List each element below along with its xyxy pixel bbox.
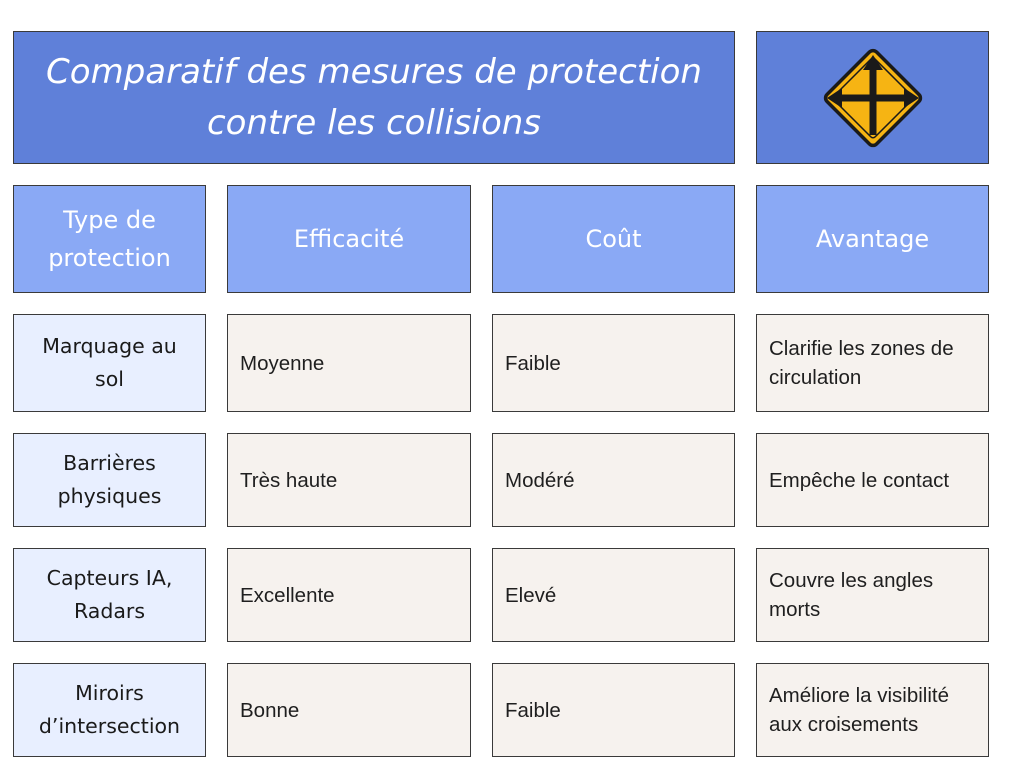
page-title-line2: contre les collisions — [206, 102, 542, 143]
efficacite-value: Moyenne — [240, 351, 325, 375]
row-header-line2: d’intersection — [38, 714, 181, 738]
cout-value: Faible — [505, 351, 561, 375]
header-efficacite-label: Efficacité — [293, 225, 405, 253]
header-type-line2: protection — [48, 244, 171, 272]
row-header — [13, 314, 206, 412]
efficacite-cell — [227, 433, 471, 527]
efficacite-value: Bonne — [240, 698, 300, 722]
cout-value: Modéré — [505, 468, 575, 492]
row-header — [13, 663, 206, 757]
efficacite-cell — [227, 548, 471, 642]
row-header-line1: Marquage au — [42, 334, 177, 358]
header-cout-label: Coût — [585, 225, 642, 253]
row-header-line1: Miroirs — [75, 681, 144, 705]
avantage-cell — [756, 433, 989, 527]
header-type-de-protection — [13, 185, 206, 293]
header-efficacite — [227, 185, 471, 293]
cout-cell — [492, 314, 735, 412]
header-type-line1: Type de — [63, 206, 156, 234]
avantage-cell — [756, 314, 989, 412]
cout-cell — [492, 663, 735, 757]
avantage-cell — [756, 663, 989, 757]
row-header-line1: Barrières — [63, 451, 156, 475]
cout-cell — [492, 548, 735, 642]
avantage-line2: morts — [769, 598, 821, 621]
row-header-line2: sol — [95, 367, 124, 391]
row-header-line2: physiques — [57, 484, 162, 508]
header-cout — [492, 185, 735, 293]
avantage-line1: Améliore la visibilité — [769, 684, 950, 707]
page-title-line1: Comparatif des mesures de protection — [46, 51, 702, 92]
cout-cell — [492, 433, 735, 527]
row-header-line1: Capteurs IA, — [46, 566, 173, 590]
header-avantage — [756, 185, 989, 293]
page-title — [13, 31, 735, 164]
avantage-line2: circulation — [769, 366, 862, 389]
efficacite-cell — [227, 314, 471, 412]
row-header — [13, 433, 206, 527]
icon-panel — [756, 31, 989, 164]
cout-value: Faible — [505, 698, 561, 722]
efficacite-value: Excellente — [240, 583, 335, 607]
efficacite-value: Très haute — [240, 468, 338, 492]
efficacite-cell — [227, 663, 471, 757]
row-header-line2: Radars — [73, 599, 146, 623]
avantage-cell — [756, 548, 989, 642]
header-avantage-label: Avantage — [815, 225, 930, 253]
cout-value: Elevé — [505, 583, 557, 607]
crossroad-warning-sign-icon — [814, 39, 932, 157]
row-header — [13, 548, 206, 642]
avantage-line1: Empêche le contact — [769, 468, 950, 492]
avantage-line1: Clarifie les zones de — [769, 337, 954, 360]
avantage-line2: aux croisements — [769, 713, 919, 736]
avantage-line1: Couvre les angles — [769, 569, 934, 592]
